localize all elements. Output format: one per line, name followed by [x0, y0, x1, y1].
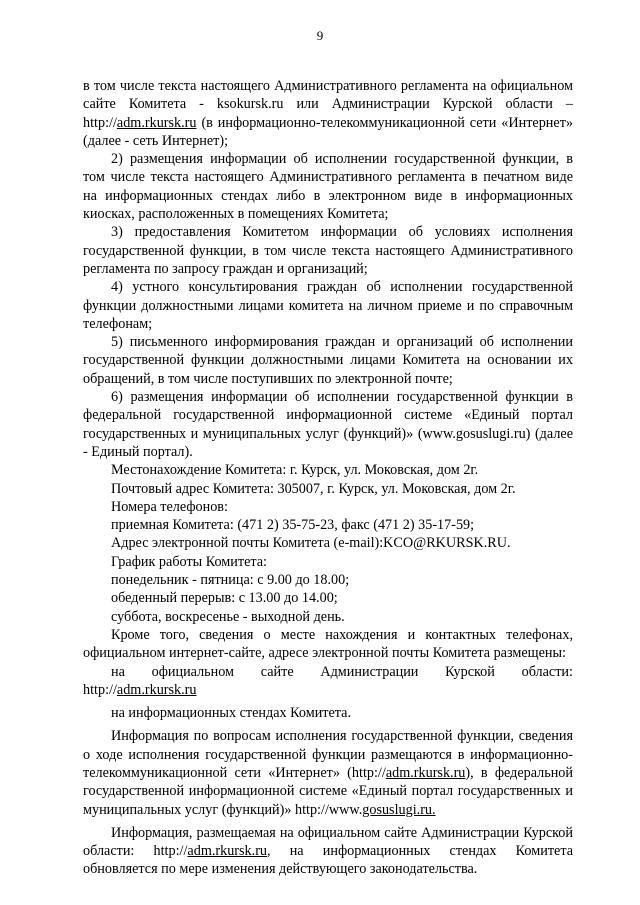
info-link-adm-rkursk[interactable]: adm.rkursk.ru — [385, 764, 466, 781]
paragraph-1-tail: (в информационно-телекоммуникационной сети «Интернет» (далее - сеть Интернет); — [83, 114, 573, 149]
paragraph-2: 2) размещения информации об исполнении государственной функции, в том числе текста настоящего Административного регламента в печатном виде на информационных стендах либо в электронном виде в информационных киосках, расположенных в помещениях Комитета; — [83, 151, 573, 223]
site-url-prefix: http:// — [83, 681, 117, 698]
schedule-lunch: обеденный перерыв: с 13.00 до 14.00; — [111, 590, 338, 607]
link-adm-rkursk[interactable]: adm.rkursk.ru — [116, 114, 197, 131]
document-body — [83, 77, 573, 879]
paragraph-4: 4) устного консультирования граждан об исполнении государственной функции должностными лицами комитета на личном приеме и по справочным телефонам; — [83, 279, 573, 332]
phones-line: приемная Комитета: (471 2) 35-75-23, факс (471 2) 35-17-59; — [111, 517, 475, 534]
paragraph-info-text-1: Информация по вопросам исполнения государственной функции, сведения о ходе исполнения государственной функции размещаются в информационно-телекоммуникационной сети «Интернет» (http:// — [83, 728, 573, 781]
site-word-3: сайте — [260, 663, 294, 680]
stands-line: на информационных стендах Комитета. — [111, 705, 352, 722]
site-word-5: Курской — [445, 663, 495, 680]
site-url-line — [83, 681, 573, 699]
site-word-6: области: — [521, 663, 573, 680]
site-word-4: Администрации — [320, 663, 419, 680]
paragraph-3: 3) предоставления Комитетом информации об условиях исполнения государственной функции, в том числе текста настоящего Административного регламента по запросу граждан и организаций; — [83, 224, 573, 277]
info-link-gosuslugi[interactable]: gosuslugi.ru. — [362, 801, 436, 818]
schedule-weekdays: понедельник - пятница: с 9.00 до 18.00; — [111, 572, 350, 589]
paragraph-info-text-2: ), в федеральной государственной информационной системе «Единый портал государственных и муниципальных услуг (функций)» http://www. — [83, 764, 573, 818]
paragraph-last-text-1: Информация, размещаемая на официальном сайте Администрации Курской области: http:// — [83, 824, 573, 860]
site-url-link[interactable]: adm.rkursk.ru — [116, 681, 197, 698]
location-line: Местонахождение Комитета: г. Курск, ул. Моковская, дом 2г. — [111, 462, 479, 479]
paragraph-6: 6) размещения информации об исполнении государственной функции в федеральной государственной информационной системе «Единый портал государственных и муниципальных услуг (функций)» (www.gosuslugi.ru) (далее - Единый портал). — [83, 389, 573, 460]
schedule-header: График работы Комитета: — [111, 553, 267, 570]
paragraph-also: Кроме того, сведения о месте нахождения и контактных телефонах, официальном интернет-сайте, адресе электронной почты Комитета размещены: — [83, 626, 573, 662]
official-site-line — [83, 663, 573, 681]
paragraph-1 — [83, 77, 573, 150]
paragraph-info — [83, 727, 573, 818]
paragraph-5: 5) письменного информирования граждан и организаций об исполнении государственной функции должностными лицами Комитета на основании их обращений, в том числе поступивших по электронной почте; — [83, 334, 573, 387]
last-link-adm-rkursk[interactable]: adm.rkursk.ru — [187, 843, 268, 860]
site-word-1: на — [111, 663, 125, 680]
paragraph-1-text: в том числе текста настоящего Административного регламента на официальном сайте Комитета - ksokursk.ru или Администрации Курской области – http:// — [83, 78, 573, 131]
email-line: Адрес электронной почты Комитета (e-mail):KCO@RKURSK.RU. — [111, 535, 511, 552]
schedule-weekend: суббота, воскресенье - выходной день. — [111, 608, 345, 625]
site-word-2: официальном — [151, 663, 235, 680]
paragraph-last — [83, 824, 573, 879]
phones-header: Номера телефонов: — [111, 498, 228, 515]
paragraph-last-text-2: , на информационных стендах Комитета обновляется по мере изменения действующего законодательства. — [83, 843, 573, 878]
page-number: 9 — [316, 28, 324, 43]
postal-address-line: Почтовый адрес Комитета: 305007, г. Курск, ул. Моковская, дом 2г. — [111, 480, 516, 497]
